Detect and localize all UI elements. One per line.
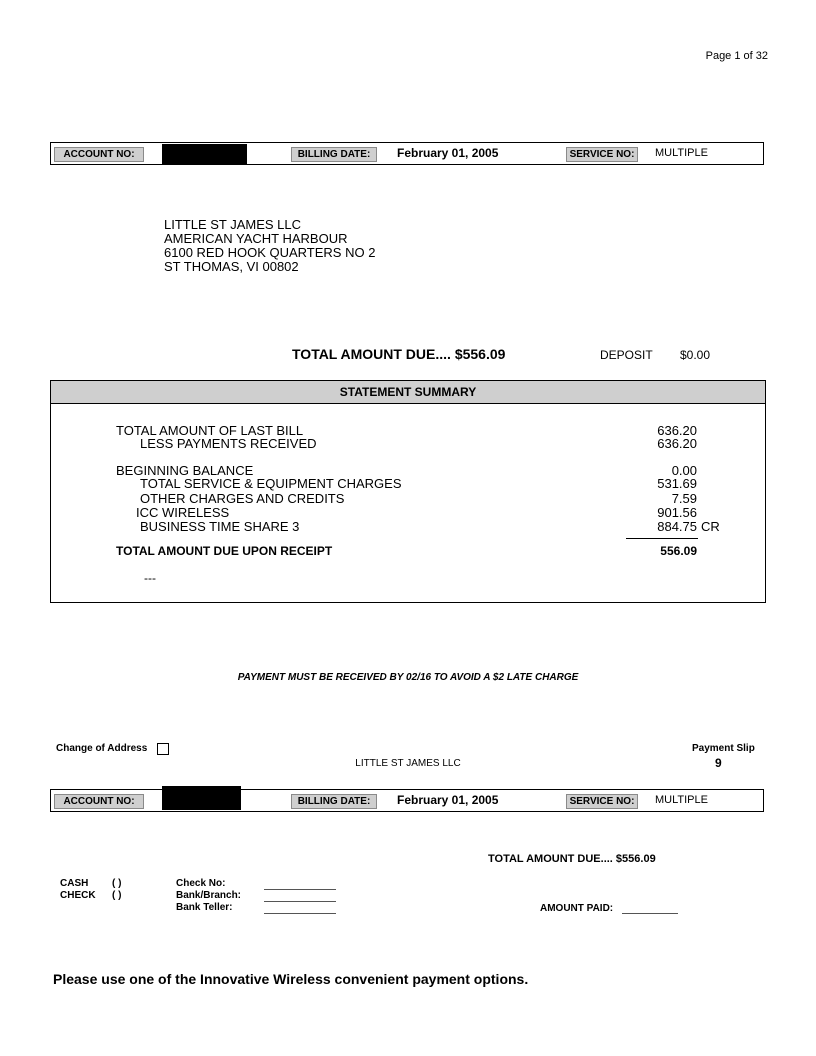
summary-total-label: TOTAL AMOUNT DUE UPON RECEIPT — [116, 544, 333, 558]
check-no-field[interactable] — [264, 889, 336, 890]
total-due-label: TOTAL AMOUNT DUE.... — [292, 346, 451, 362]
address-line: LITTLE ST JAMES LLC — [164, 217, 302, 232]
billing-date-value: February 01, 2005 — [397, 146, 499, 160]
slip-account-bar — [50, 789, 764, 812]
address-line: 6100 RED HOOK QUARTERS NO 2 — [164, 245, 376, 260]
bank-teller-field[interactable] — [264, 913, 336, 914]
payment-options-footer: Please use one of the Innovative Wireless convenient payment options. — [53, 971, 529, 987]
payment-slip-number: 9 — [715, 756, 722, 770]
summary-row-label: TOTAL AMOUNT OF LAST BILL — [116, 423, 304, 438]
bank-teller-label: Bank Teller: — [176, 902, 233, 913]
payment-slip-label: Payment Slip — [692, 743, 755, 754]
mailing-address — [164, 218, 375, 274]
subtotal-rule — [626, 538, 698, 539]
service-no-label: SERVICE NO: — [566, 794, 638, 809]
late-charge-notice: PAYMENT MUST BE RECEIVED BY 02/16 TO AVOID A $2 LATE CHARGE — [237, 672, 579, 683]
summary-row-label: OTHER CHARGES AND CREDITS — [140, 491, 345, 506]
check-option[interactable]: ( ) — [112, 890, 122, 901]
summary-row-label: ICC WIRELESS — [136, 505, 230, 520]
account-no-redacted — [162, 144, 247, 164]
statement-summary-title: STATEMENT SUMMARY — [51, 381, 765, 404]
summary-row-label: BUSINESS TIME SHARE 3 — [140, 519, 300, 534]
service-no-value: MULTIPLE — [655, 147, 708, 159]
slip-customer-name: LITTLE ST JAMES LLC — [355, 758, 461, 769]
total-due-amount: $556.09 — [454, 346, 506, 362]
summary-row-amount: 636.20 — [657, 436, 697, 451]
deposit-label: DEPOSIT — [600, 348, 653, 362]
amount-paid-label: AMOUNT PAID: — [540, 903, 614, 914]
summary-total-amount: 556.09 — [660, 544, 697, 558]
account-no-redacted — [162, 786, 241, 810]
bank-branch-field[interactable] — [264, 901, 336, 902]
deposit-amount: $0.00 — [680, 348, 711, 362]
bank-branch-label: Bank/Branch: — [176, 890, 242, 901]
amount-paid-field[interactable] — [622, 913, 678, 914]
summary-row-amount: 7.59 — [671, 491, 697, 506]
check-label: CHECK — [60, 890, 96, 901]
billing-date-label: BILLING DATE: — [291, 147, 377, 162]
summary-row-amount: 636.20 — [657, 423, 697, 438]
address-line: AMERICAN YACHT HARBOUR — [164, 231, 348, 246]
page-number: Page 1 of 32 — [705, 50, 768, 62]
billing-date-value: February 01, 2005 — [397, 793, 499, 807]
summary-row-amount: 901.56 — [657, 505, 697, 520]
billing-date-label: BILLING DATE: — [291, 794, 377, 809]
address-line: ST THOMAS, VI 00802 — [164, 259, 299, 274]
summary-row-amount: 531.69 — [657, 476, 697, 491]
summary-row-label: BEGINNING BALANCE — [116, 463, 254, 478]
summary-row-amount: 0.00 — [671, 463, 697, 478]
change-of-address-label: Change of Address — [56, 743, 148, 754]
summary-row-label: TOTAL SERVICE & EQUIPMENT CHARGES — [140, 476, 402, 491]
slip-total-amount-due: TOTAL AMOUNT DUE.... $556.09 — [488, 853, 656, 865]
account-no-label: ACCOUNT NO: — [54, 147, 144, 162]
summary-row-amount: 884.75 — [657, 519, 697, 534]
check-no-label: Check No: — [176, 878, 226, 889]
service-no-value: MULTIPLE — [655, 794, 708, 806]
service-no-label: SERVICE NO: — [566, 147, 638, 162]
account-no-label: ACCOUNT NO: — [54, 794, 144, 809]
total-amount-due — [292, 346, 505, 362]
statement-summary — [50, 380, 766, 603]
change-of-address-checkbox[interactable] — [157, 743, 169, 755]
summary-row-label: LESS PAYMENTS RECEIVED — [140, 436, 317, 451]
cash-option[interactable]: ( ) — [112, 878, 122, 889]
credit-suffix: CR — [701, 519, 720, 534]
summary-note: --- — [144, 571, 156, 585]
account-bar — [50, 142, 764, 165]
cash-label: CASH — [60, 878, 89, 889]
